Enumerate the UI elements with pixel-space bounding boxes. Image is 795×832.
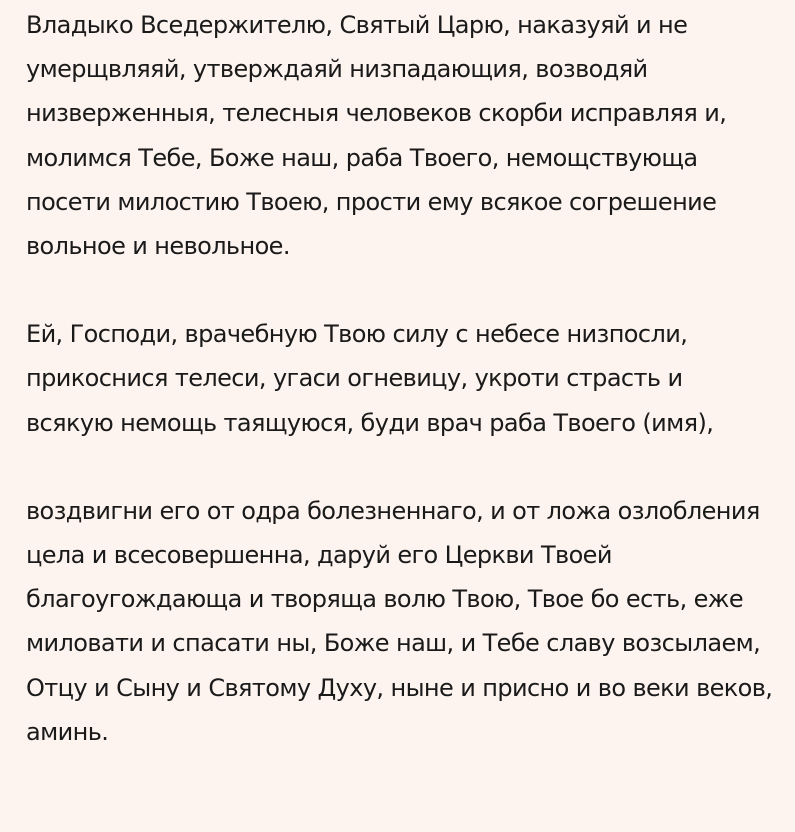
prayer-paragraph-2: Ей, Господи, врачебную Твою силу с небесе низпосли, прикоснися телеси, угаси огневицу, укроти страсть и всякую немощь таящуюся, буди врач раба Твоего (имя),	[26, 320, 714, 437]
prayer-paragraph-3: воздвигни его от одра болезненнаго, и от ложа озлобления цела и всесовершенна, даруй его Церкви Твоей благоугождающа и творяща волю Твою, Твое бо есть, еже миловати и спасати ны, Боже наш, и Тебе славу возсылаем, Отцу и Сыну и Святому Духу, ныне и присно и во веки веков, аминь.	[26, 496, 773, 746]
prayer-paragraph-1: Владыко Вседержителю, Святый Царю, наказуяй и не умерщвляяй, утверждаяй низпадающия, возводяй низверженныя, телесныя человеков скорби исправляя и, молимся Тебе, Боже наш, раба Твоего, немощствующа посети милостию Твоею, прости ему всякое согрешение вольное и невольное.	[26, 11, 727, 261]
